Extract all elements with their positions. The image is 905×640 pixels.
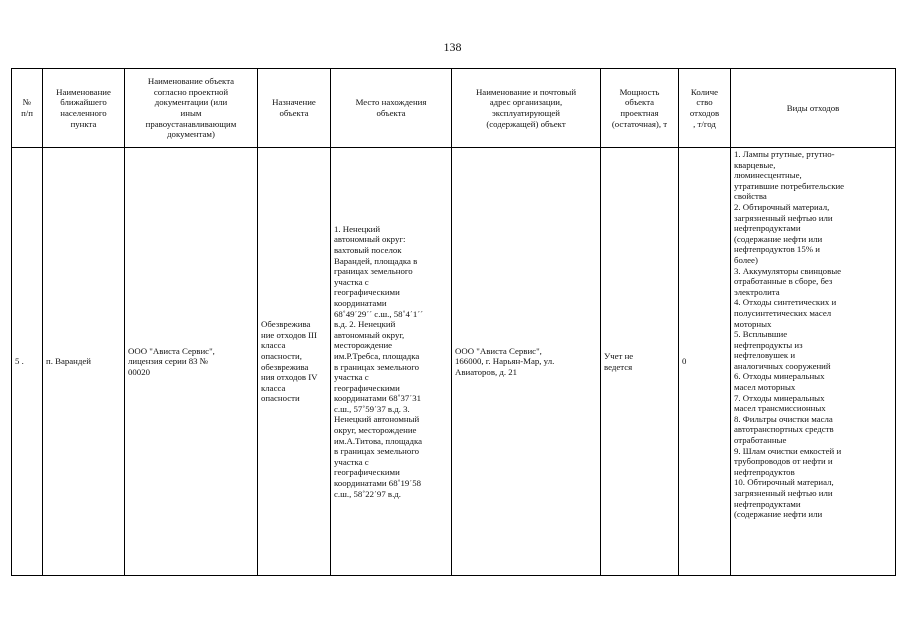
header-location: Место нахождения объекта bbox=[331, 69, 452, 148]
row-organization: ООО "Ависта Сервис", 166000, г. Нарьян-Мар, ул. Авиаторов, д. 21 bbox=[452, 148, 601, 576]
row-quantity: 0 bbox=[679, 148, 731, 576]
header-number: № п/п bbox=[12, 69, 43, 148]
row-object-name: ООО "Ависта Сервис", лицензия серии 83 № 00020 bbox=[125, 148, 258, 576]
header-object-name: Наименование объекта согласно проектной документации (или иным правоустанавливающим документам) bbox=[125, 69, 258, 148]
header-purpose: Назначение объекта bbox=[258, 69, 331, 148]
header-settlement: Наименование ближайшего населенного пункта bbox=[43, 69, 125, 148]
waste-objects-table bbox=[11, 68, 896, 576]
page-number: 138 bbox=[443, 40, 462, 54]
row-location: 1. Ненецкий автономный округ: вахтовый поселок Варандей, площадка в границах земельного участка с географическими координатами 68˚49΄29´´ с.ш., 58˚4΄1´´ в.д. 2. Ненецкий автономный округ, месторождение им.Р.Требса, площадка в границах земельного участка с географическими координатами 68˚37΄31 с.ш., 57˚59΄37 в.д. 3. Ненецкий автономный округ, месторождение им.А.Титова, площадка в границах земельного участка с географическими координатами 68˚19΄58 с.ш., 58˚22΄97 в.д. bbox=[331, 148, 452, 576]
header-capacity: Мощность объекта проектная (остаточная), т bbox=[601, 69, 679, 148]
row-settlement: п. Варандей bbox=[43, 148, 125, 576]
header-organization: Наименование и почтовый адрес организации, эксплуатирующей (содержащей) объект bbox=[452, 69, 601, 148]
row-purpose: Обезврежива ние отходов III класса опасности, обезврежива ния отходов IV класса опасности bbox=[258, 148, 331, 576]
row-capacity: Учет не ведется bbox=[601, 148, 679, 576]
header-quantity: Количе ство отходов , т/год bbox=[679, 69, 731, 148]
row-number: 5 . bbox=[12, 148, 43, 576]
row-waste-types: 1. Лампы ртутные, ртутно- кварцевые, люминесцентные, утратившие потребительские свойства 2. Обтирочный материал, загрязненный нефтью или нефтепродуктами (содержание нефти или нефтепродуктов 15% и более) 3. Аккумуляторы свинцовые отработанные в сборе, без электролита 4. Отходы синтетических и полусинтетических масел моторных 5. Всплывшие нефтепродукты из нефтеловушек и аналогичных сооружений 6. Отходы минеральных масел моторных 7. Отходы минеральных масел трансмиссионных 8. Фильтры очистки масла автотранспортных средств отработанные 9. Шлам очистки емкостей и трубопроводов от нефти и нефтепродуктов 10. Обтирочный материал, загрязненный нефтью или нефтепродуктами (содержание нефти или bbox=[731, 148, 896, 576]
table-header-row bbox=[12, 69, 896, 148]
table-row bbox=[12, 148, 896, 576]
header-waste-types: Виды отходов bbox=[731, 69, 896, 148]
